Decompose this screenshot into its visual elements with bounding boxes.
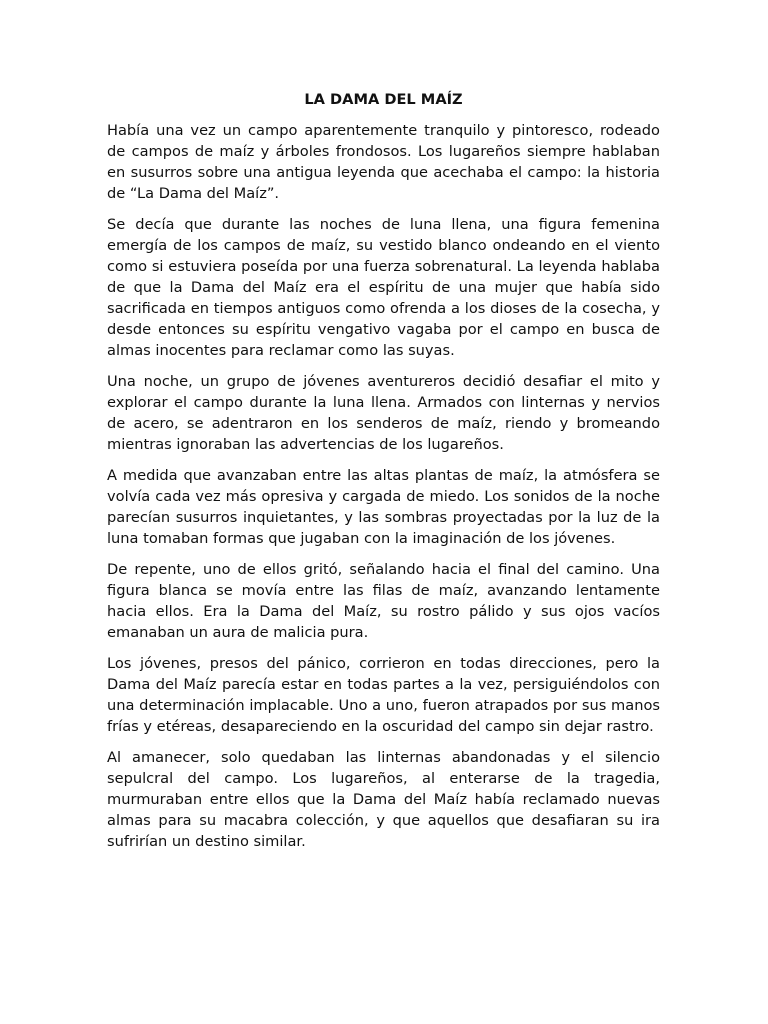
document-title: LA DAMA DEL MAÍZ (304, 91, 463, 108)
paragraph-5: De repente, uno de ellos gritó, señalando hacia el final del camino. Una figura blanca se movía entre las filas de maíz, avanzando lentamente hacia ellos. Era la Dama del Maíz, su rostro pálido y sus ojos vacíos emanaban un aura de malicia pura. (107, 561, 660, 641)
paragraph-3: Una noche, un grupo de jóvenes aventureros decidió desafiar el mito y explorar el campo durante la luna llena. Armados con linternas y nervios de acero, se adentraron en los senderos de maíz, riendo y bromeando mientras ignoraban las advertencias de los lugareños. (107, 373, 660, 453)
paragraph-6: Los jóvenes, presos del pánico, corrieron en todas direcciones, pero la Dama del Maíz parecía estar en todas partes a la vez, persiguiéndolos con una determinación implacable. Uno a uno, fueron atrapados por sus manos frías y etéreas, desapareciendo en la oscuridad del campo sin dejar rastro. (107, 655, 660, 735)
paragraph-2: Se decía que durante las noches de luna llena, una figura femenina emergía de los campos de maíz, su vestido blanco ondeando en el viento como si estuviera poseída por una fuerza sobrenatural. La leyenda hablaba de que la Dama del Maíz era el espíritu de una mujer que había sido sacrificada en tiempos antiguos como ofrenda a los dioses de la cosecha, y desde entonces su espíritu vengativo vagaba por el campo en busca de almas inocentes para reclamar como las suyas. (107, 216, 660, 359)
paragraph-1: Había una vez un campo aparentemente tranquilo y pintoresco, rodeado de campos de maíz y árboles frondosos. Los lugareños siempre hablaban en susurros sobre una antigua leyenda que acechaba el campo: la historia de “La Dama del Maíz”. (107, 122, 660, 202)
paragraph-4: A medida que avanzaban entre las altas plantas de maíz, la atmósfera se volvía cada vez más opresiva y cargada de miedo. Los sonidos de la noche parecían susurros inquietantes, y las sombras proyectadas por la luz de la luna tomaban formas que jugaban con la imaginación de los jóvenes. (107, 467, 660, 547)
document-page (107, 89, 660, 862)
paragraph-7: Al amanecer, solo quedaban las linternas abandonadas y el silencio sepulcral del campo. Los lugareños, al enterarse de la tragedia, murmuraban entre ellos que la Dama del Maíz había reclamado nuevas almas para su macabra colección, y que aquellos que desafiaran su ira sufrirían un destino similar. (107, 749, 660, 850)
